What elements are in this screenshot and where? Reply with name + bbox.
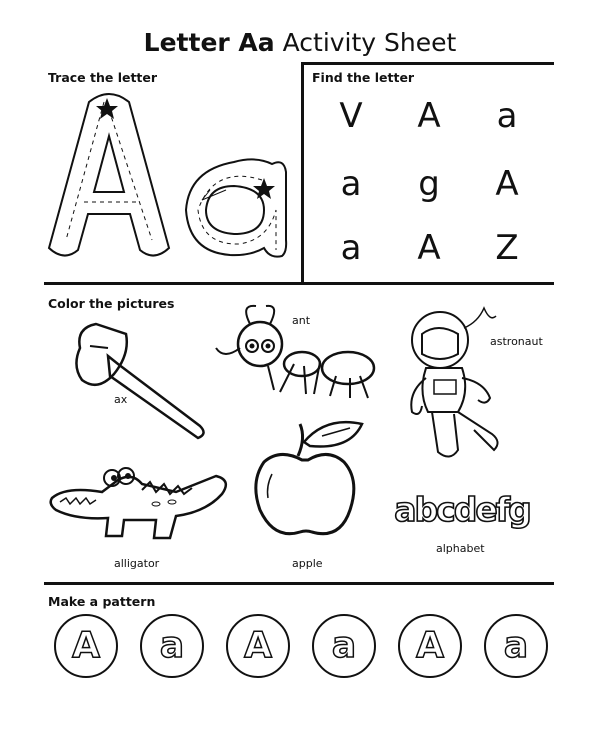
pattern-circle-6 — [484, 614, 548, 678]
pattern-letter: a — [159, 625, 185, 666]
label-astronaut: astronaut — [490, 335, 543, 348]
pattern-circle-2 — [140, 614, 204, 678]
pattern-circle-3 — [226, 614, 290, 678]
mid-rule — [44, 282, 554, 285]
find-letter-9: Z — [495, 228, 519, 268]
astronaut-drawing — [398, 302, 528, 472]
title-bold: Letter Aa — [143, 28, 275, 57]
trace-lowercase-a — [184, 160, 294, 260]
pattern-letter: A — [416, 625, 444, 666]
pattern-circle-4 — [312, 614, 376, 678]
label-alligator: alligator — [114, 557, 160, 570]
find-letter-5: g — [418, 164, 440, 204]
pattern-letter: A — [244, 625, 272, 666]
find-letter-3: a — [496, 96, 518, 136]
alligator-drawing — [46, 462, 236, 552]
pattern-section-label: Make a pattern — [48, 594, 156, 609]
label-ant: ant — [292, 314, 311, 327]
find-letter-6: A — [495, 164, 519, 204]
label-alphabet: alphabet — [436, 542, 485, 555]
color-section-label: Color the pictures — [48, 296, 175, 311]
pattern-letter: a — [503, 625, 529, 666]
apple-drawing — [250, 412, 370, 542]
find-letter-8: A — [417, 228, 441, 268]
pattern-circle-5 — [398, 614, 462, 678]
find-letter-4: a — [340, 164, 362, 204]
find-letter-1: V — [339, 96, 363, 136]
pattern-circle-1 — [54, 614, 118, 678]
find-letter-7: a — [340, 228, 362, 268]
vertical-divider — [301, 62, 304, 282]
trace-uppercase-a — [44, 90, 174, 260]
page-title — [0, 28, 600, 57]
label-ax: ax — [114, 393, 128, 406]
label-apple: apple — [292, 557, 323, 570]
find-section-label: Find the letter — [312, 70, 415, 85]
title-rest: Activity Sheet — [282, 28, 457, 57]
ax-drawing — [68, 320, 218, 440]
alphabet-art: abcdefg — [394, 490, 530, 529]
top-rule — [302, 62, 554, 65]
bottom-rule — [44, 582, 554, 585]
pattern-letter: a — [331, 625, 357, 666]
find-letter-2: A — [417, 96, 441, 136]
pattern-letter: A — [72, 625, 100, 666]
trace-section-label: Trace the letter — [48, 70, 158, 85]
